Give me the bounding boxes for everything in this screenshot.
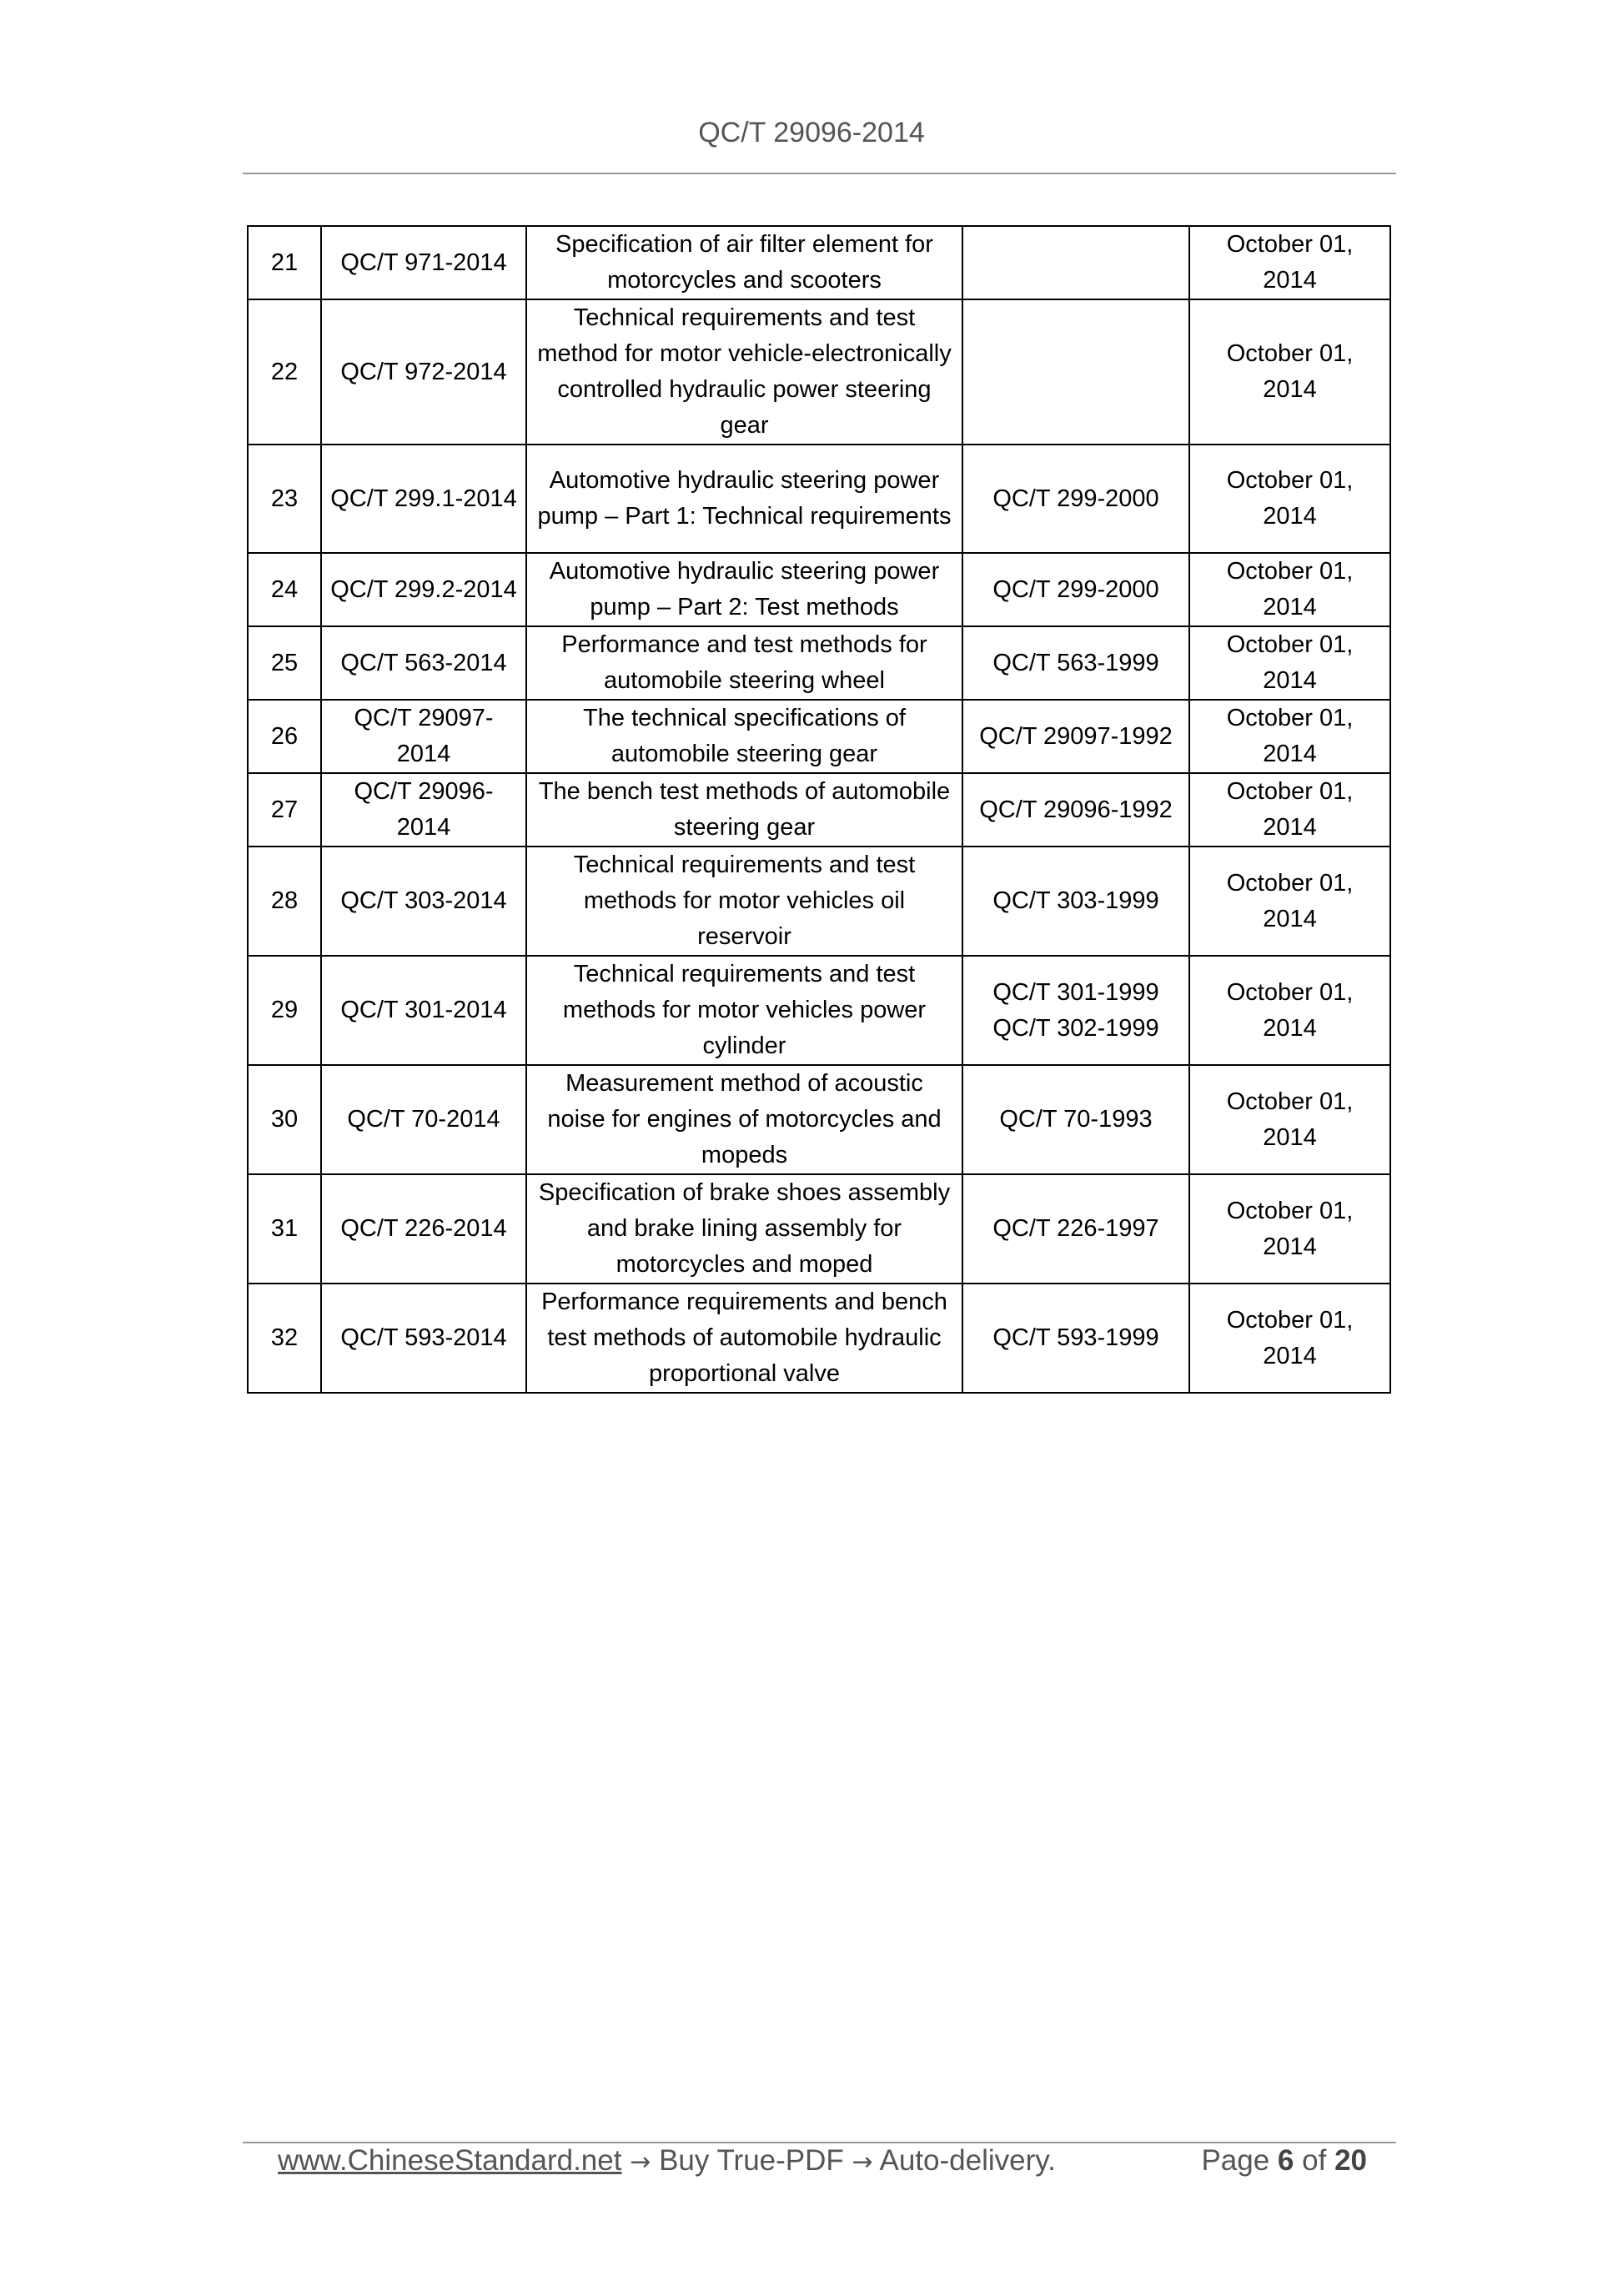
footer-divider [243,2142,1396,2143]
row-number: 24 [248,553,321,626]
right-arrow-icon: → [630,2148,651,2177]
header-divider [243,173,1396,174]
replaced-standard: QC/T 226-1997 [962,1174,1189,1284]
standard-code: QC/T 299.2-2014 [321,553,526,626]
table-row [248,626,1390,700]
row-number: 26 [248,700,321,773]
implementation-date: October 01, 2014 [1189,226,1390,299]
table-row [248,299,1390,445]
standard-title: Automotive hydraulic steering power pump – Part 2: Test methods [526,553,962,626]
table-row [248,700,1390,773]
standard-title: The technical specifications of automobile steering gear [526,700,962,773]
standard-title: Performance and test methods for automobile steering wheel [526,626,962,700]
table-row [248,1065,1390,1174]
table-row [248,226,1390,299]
current-page-number: 6 [1277,2144,1294,2177]
page-footer [0,2144,1623,2186]
auto-delivery-text: Auto-delivery. [879,2144,1056,2177]
replaced-standard [962,226,1189,299]
row-number: 22 [248,299,321,445]
standard-title: Specification of air filter element for motorcycles and scooters [526,226,962,299]
replaced-standard: QC/T 299-2000 [962,445,1189,553]
standard-code: QC/T 299.1-2014 [321,445,526,553]
standard-code: QC/T 971-2014 [321,226,526,299]
row-number: 21 [248,226,321,299]
replaced-standard: QC/T 70-1993 [962,1065,1189,1174]
standard-title: Specification of brake shoes assembly and brake lining assembly for motorcycles and moped [526,1174,962,1284]
row-number: 29 [248,956,321,1065]
buy-text: Buy True-PDF [659,2144,844,2177]
standards-table [247,225,1391,1394]
standard-code: QC/T 303-2014 [321,847,526,956]
row-number: 23 [248,445,321,553]
standard-title: Technical requirements and test method for motor vehicle-electronically controlled hydraulic power steering gear [526,299,962,445]
standard-title: Technical requirements and test methods for motor vehicles power cylinder [526,956,962,1065]
standard-code: QC/T 70-2014 [321,1065,526,1174]
of-word: of [1302,2144,1327,2177]
footer-promo [278,2144,1056,2178]
replaced-standard: QC/T 299-2000 [962,553,1189,626]
implementation-date: October 01, 2014 [1189,445,1390,553]
replaced-standard: QC/T 563-1999 [962,626,1189,700]
implementation-date: October 01, 2014 [1189,553,1390,626]
implementation-date: October 01, 2014 [1189,1174,1390,1284]
replaced-standard: QC/T 29097-1992 [962,700,1189,773]
table-row [248,1284,1390,1393]
standard-title: The bench test methods of automobile steering gear [526,773,962,847]
standard-title: Measurement method of acoustic noise for engines of motorcycles and mopeds [526,1065,962,1174]
table-row [248,1174,1390,1284]
replaced-standard: QC/T 303-1999 [962,847,1189,956]
standard-title: Automotive hydraulic steering power pump – Part 1: Technical requirements [526,445,962,553]
replaced-standard: QC/T 29096-1992 [962,773,1189,847]
implementation-date: October 01, 2014 [1189,1065,1390,1174]
site-link[interactable]: www.ChineseStandard.net [278,2144,622,2177]
row-number: 28 [248,847,321,956]
standard-code: QC/T 972-2014 [321,299,526,445]
document-header-title: QC/T 29096-2014 [698,117,925,148]
table-row [248,956,1390,1065]
right-arrow-icon: → [852,2148,873,2177]
standard-code: QC/T 301-2014 [321,956,526,1065]
row-number: 32 [248,1284,321,1393]
implementation-date: October 01, 2014 [1189,956,1390,1065]
row-number: 31 [248,1174,321,1284]
standard-title: Performance requirements and bench test methods of automobile hydraulic proportional valve [526,1284,962,1393]
table-row [248,553,1390,626]
row-number: 27 [248,773,321,847]
total-page-number: 20 [1334,2144,1367,2177]
standard-code: QC/T 29096-2014 [321,773,526,847]
standard-code: QC/T 593-2014 [321,1284,526,1393]
page-indicator [1201,2144,1367,2178]
standard-code: QC/T 563-2014 [321,626,526,700]
replaced-standard [962,299,1189,445]
replaced-standard: QC/T 301-1999 QC/T 302-1999 [962,956,1189,1065]
replaced-standard: QC/T 593-1999 [962,1284,1189,1393]
implementation-date: October 01, 2014 [1189,1284,1390,1393]
standard-code: QC/T 226-2014 [321,1174,526,1284]
implementation-date: October 01, 2014 [1189,299,1390,445]
table-row [248,773,1390,847]
page-word: Page [1201,2144,1270,2177]
implementation-date: October 01, 2014 [1189,626,1390,700]
row-number: 30 [248,1065,321,1174]
standard-code: QC/T 29097-2014 [321,700,526,773]
table-row [248,445,1390,553]
implementation-date: October 01, 2014 [1189,700,1390,773]
row-number: 25 [248,626,321,700]
standard-title: Technical requirements and test methods for motor vehicles oil reservoir [526,847,962,956]
table-row [248,847,1390,956]
implementation-date: October 01, 2014 [1189,773,1390,847]
implementation-date: October 01, 2014 [1189,847,1390,956]
